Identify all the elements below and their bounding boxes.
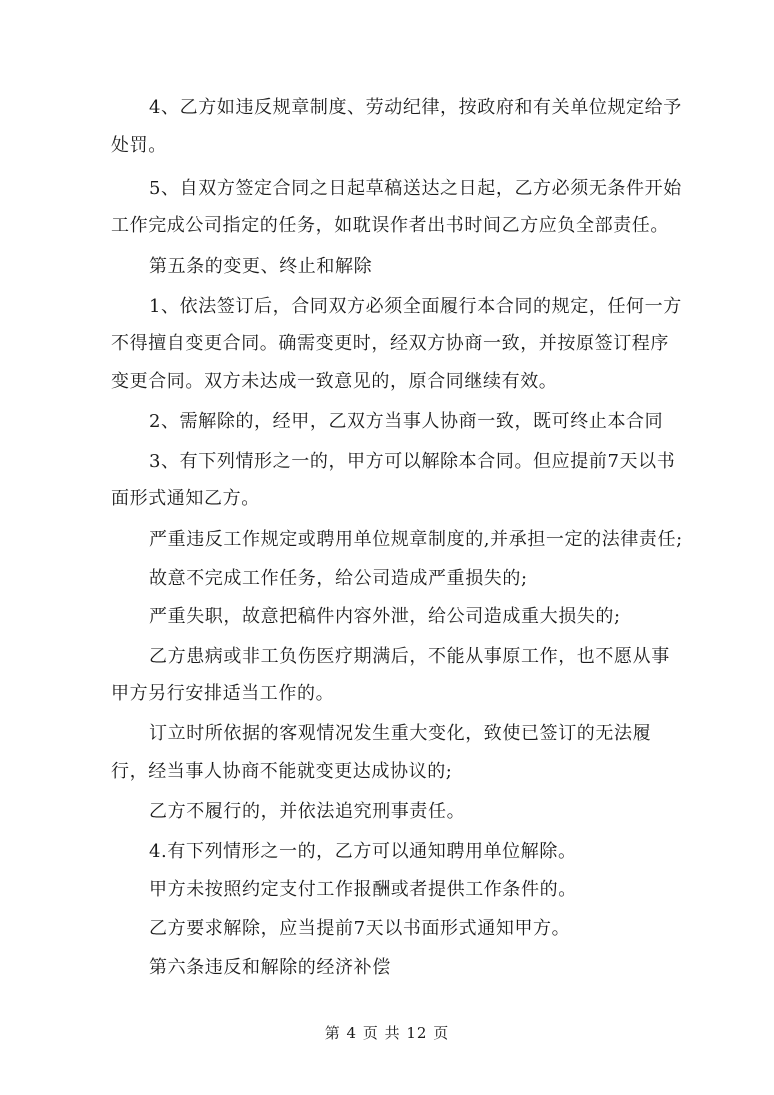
paragraph-line: 1、依法签订后，合同双方必须全面履行本合同的规定，任何一方 [149,296,682,317]
section-heading: 第六条违反和解除的经济补偿 [149,957,391,978]
paragraph-line: 面形式通知乙方。 [111,488,260,509]
paragraph-line: 乙方不履行的，并依法追究刑事责任。 [149,801,466,822]
section-heading: 第五条的变更、终止和解除 [149,256,373,277]
paragraph-line: 不得擅自变更合同。确需变更时，经双方协商一致，并按原签订程序 [111,333,669,354]
paragraph-line: 乙方要求解除，应当提前7天以书面形式通知甲方。 [149,918,571,939]
paragraph-line: 订立时所依据的客观情况发生重大变化，致使已签订的无法履 [149,723,652,744]
paragraph-line: 甲方另行安排适当工作的。 [111,683,335,704]
paragraph-line: 工作完成公司指定的任务，如耽误作者出书时间乙方应负全部责任。 [111,215,669,236]
paragraph-line: 处罚。 [111,135,167,156]
paragraph-line: 严重违反工作规定或聘用单位规章制度的,并承担一定的法律责任; [149,529,683,550]
page-number-footer: 第 4 页 共 12 页 [324,1024,450,1042]
paragraph-line: 5、自双方签定合同之日起草稿送达之日起，乙方必须无条件开始 [149,178,682,199]
paragraph-line: 甲方未按照约定支付工作报酬或者提供工作条件的。 [149,879,577,900]
paragraph-line: 行，经当事人协商不能就变更达成协议的; [111,761,453,782]
paragraph-line: 乙方患病或非工负伤医疗期满后，不能从事原工作，也不愿从事 [149,646,670,667]
paragraph-line: 3、有下列情形之一的，甲方可以解除本合同。但应提前7天以书 [149,451,676,472]
paragraph-line: 故意不完成工作任务，给公司造成严重损失的; [149,568,528,589]
paragraph-line: 4、乙方如违反规章制度、劳动纪律，按政府和有关单位规定给予 [149,97,682,118]
paragraph-line: 变更合同。双方未达成一致意见的，原合同继续有效。 [111,371,558,392]
paragraph-line: 4.有下列情形之一的，乙方可以通知聘用单位解除。 [149,841,577,862]
paragraph-line: 2、需解除的，经甲，乙双方当事人协商一致，既可终止本合同 [149,411,664,432]
paragraph-line: 严重失职，故意把稿件内容外泄，给公司造成重大损失的; [149,606,621,627]
